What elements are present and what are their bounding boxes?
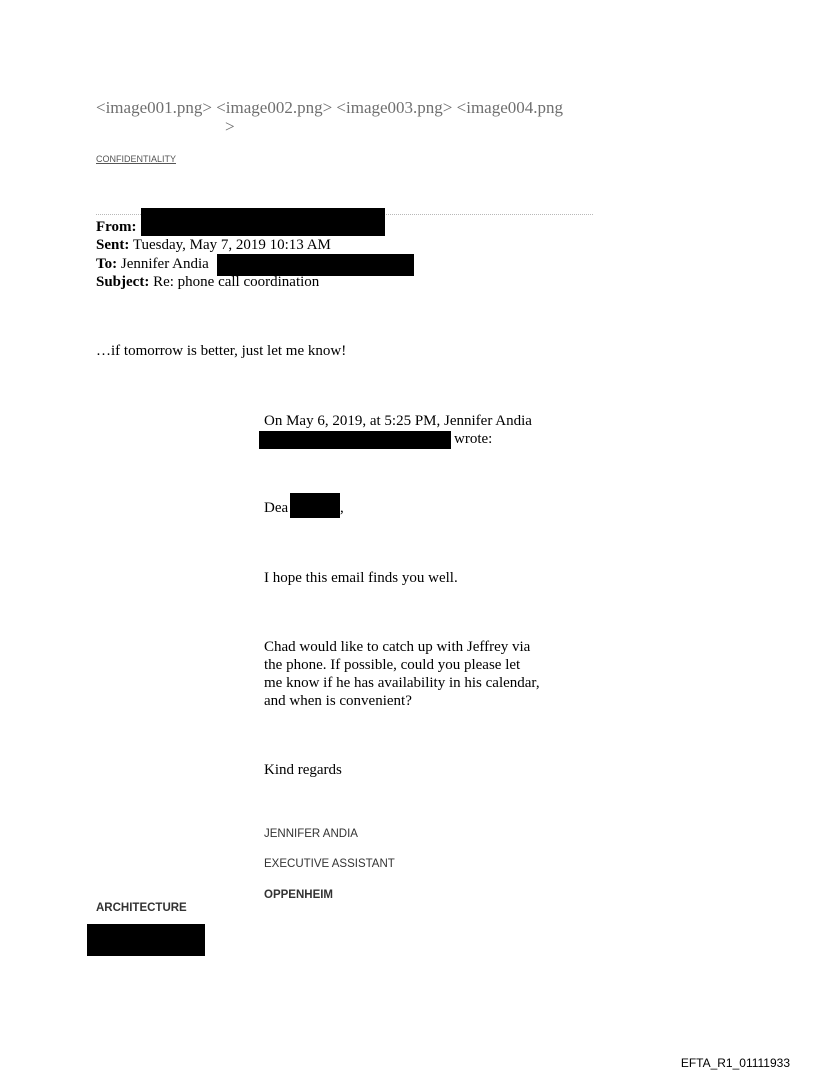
reply-body: …if tomorrow is better, just let me know! [96, 343, 347, 359]
quoted-para2-line4: and when is convenient? [264, 693, 412, 709]
signature-company-line2: ARCHITECTURE [96, 902, 187, 914]
redaction-greeting-name [290, 493, 340, 518]
quoted-para2-line1: Chad would like to catch up with Jeffrey via [264, 639, 531, 655]
subject-label: Subject: [96, 274, 150, 290]
from-line [96, 218, 137, 236]
attachment-list: <image001.png> <image002.png> <image003.png> <image004.png [96, 98, 564, 117]
to-label: To: [96, 256, 118, 272]
signature-name: JENNIFER ANDIA [264, 828, 358, 840]
quoted-intro-line2: wrote: [454, 431, 493, 447]
greeting-end: , [340, 500, 344, 516]
sent-line [96, 236, 331, 254]
sent-label: Sent: [96, 237, 130, 253]
from-label: From: [96, 219, 137, 235]
greeting-start: Dea [264, 500, 289, 516]
subject-value: Re: phone call coordination [153, 274, 320, 290]
closing: Kind regards [264, 762, 342, 778]
to-line [96, 255, 209, 273]
bates-number: EFTA_R1_01111933 [680, 1056, 790, 1070]
redaction-signature-block [87, 924, 205, 956]
attachment-list-continuation: > [225, 117, 235, 136]
redaction-from [141, 208, 385, 236]
greeting-line [264, 499, 288, 517]
sent-value: Tuesday, May 7, 2019 10:13 AM [132, 237, 331, 253]
signature-company: OPPENHEIM [264, 889, 334, 901]
subject-line [96, 273, 319, 291]
quoted-para1: I hope this email finds you well. [264, 570, 458, 586]
redaction-sender-email [259, 431, 451, 449]
signature-title: EXECUTIVE ASSISTANT [264, 858, 395, 870]
confidentiality-link[interactable]: CONFIDENTIALITY [96, 154, 177, 164]
quoted-para2-line3: me know if he has availability in his calendar, [264, 675, 540, 691]
to-value: Jennifer Andia [120, 256, 209, 272]
quoted-para2-line2: the phone. If possible, could you please let [264, 657, 521, 673]
quoted-intro-line1: On May 6, 2019, at 5:25 PM, Jennifer Andia [264, 413, 532, 429]
